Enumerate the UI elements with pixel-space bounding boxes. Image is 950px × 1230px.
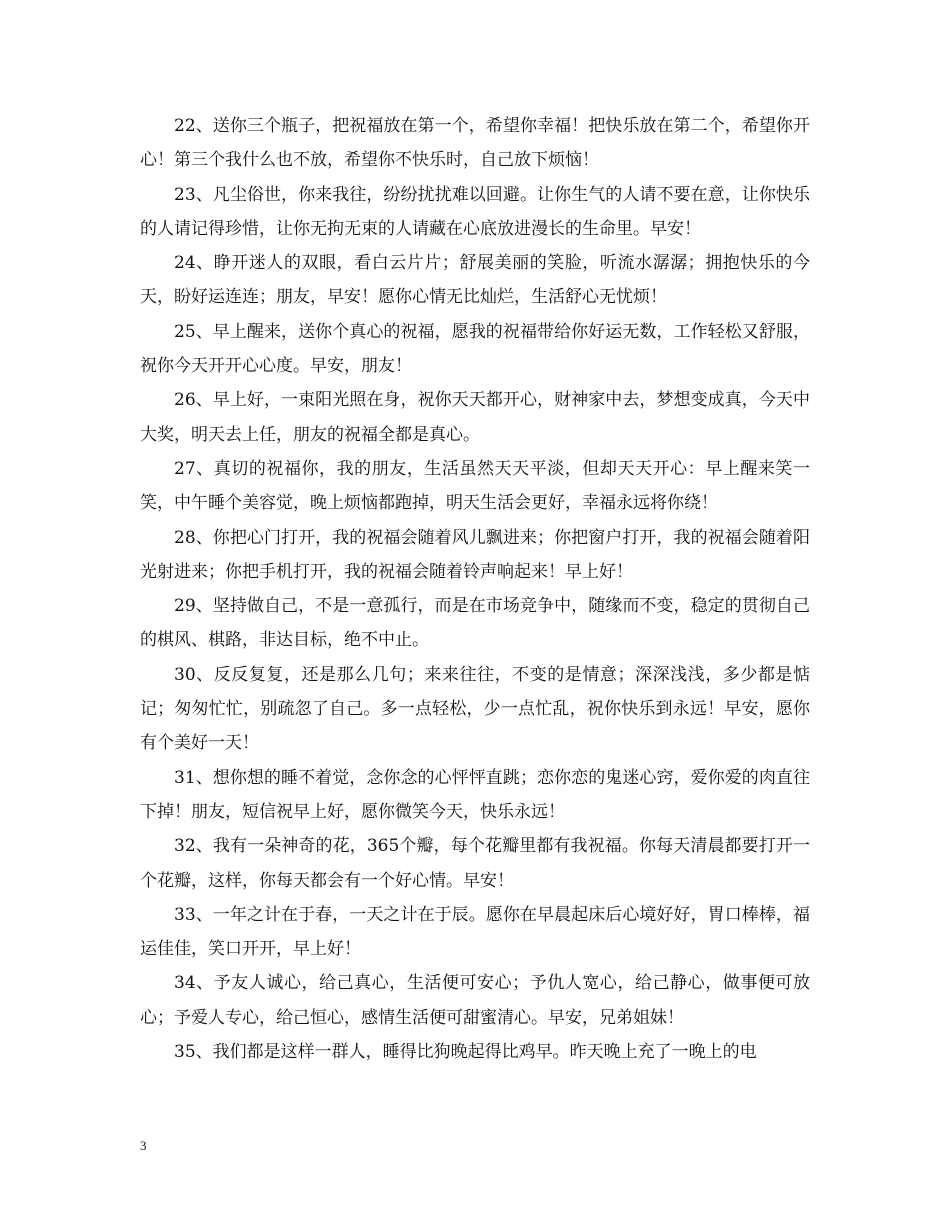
paragraph-22: 22、送你三个瓶子，把祝福放在第一个，希望你幸福！把快乐放在第二个，希望你开心！第三个我什么也不放，希望你不快乐时，自己放下烦恼！ [140,116,810,171]
paragraph-30: 30、反反复复，还是那么几句；来来往往，不变的是情意；深深浅浅，多少都是惦记；匆匆忙忙，别疏忽了自己。多一点轻松，少一点忙乱，祝你快乐到永远！早安，愿你有个美好一天！ [140,664,810,754]
paragraph-25: 25、早上醒来，送你个真心的祝福，愿我的祝福带给你好运无数，工作轻松又舒服，祝你今天开开心心度。早安，朋友！ [140,321,810,377]
paragraph-33: 33、一年之计在于春，一天之计在于辰。愿你在早晨起床后心境好好，胃口棒棒，福运佳佳，笑口开开，早上好！ [140,904,810,960]
paragraph-27: 27、真切的祝福你，我的朋友，生活虽然天天平淡，但却天天开心：早上醒来笑一笑，中午睡个美容觉，晚上烦恼都跑掉，明天生活会更好，幸福永远将你绕！ [140,458,810,514]
paragraph-24: 24、睁开迷人的双眼，看白云片片；舒展美丽的笑脸，听流水潺潺；拥抱快乐的今天，盼好运连连；朋友，早安！愿你心情无比灿烂，生活舒心无忧烦！ [140,253,810,308]
paragraph-34: 34、予友人诚心，给己真心，生活便可安心；予仇人宽心，给己静心，做事便可放心；予爱人专心，给己恒心，感情生活便可甜蜜清心。早安，兄弟姐妹！ [140,973,810,1028]
paragraph-31: 31、想你想的睡不着觉，念你念的心怦怦直跳；恋你恋的鬼迷心窍，爱你爱的肉直往下掉！朋友，短信祝早上好，愿你微笑今天，快乐永远！ [140,767,810,822]
paragraph-28: 28、你把心门打开，我的祝福会随着风儿飘进来；你把窗户打开，我的祝福会随着阳光射进来；你把手机打开，我的祝福会随着铃声响起来！早上好！ [140,527,810,582]
paragraph-29: 29、坚持做自己，不是一意孤行，而是在市场竞争中，随缘而不变，稳定的贯彻自己的棋风、棋路，非达目标，绝不中止。 [140,596,810,651]
paragraph-32: 32、我有一朵神奇的花，365个瓣，每个花瓣里都有我祝福。你每天清晨都要打开一个花瓣，这样，你每天都会有一个好心情。早安！ [140,836,810,891]
document-body [140,109,810,1069]
paragraph-35: 35、我们都是这样一群人，睡得比狗晚起得比鸡早。昨天晚上充了一晚上的电 [174,1042,757,1063]
paragraph-26: 26、早上好，一束阳光照在身，祝你天天都开心，财神家中去，梦想变成真，今天中大奖，明天去上任，朋友的祝福全都是真心。 [140,390,810,445]
paragraph-23: 23、凡尘俗世，你来我往，纷纷扰扰难以回避。让你生气的人请不要在意，让你快乐的人请记得珍惜，让你无拘无束的人请藏在心底放进漫长的生命里。早安！ [140,184,810,239]
page-number: 3 [140,1138,147,1153]
